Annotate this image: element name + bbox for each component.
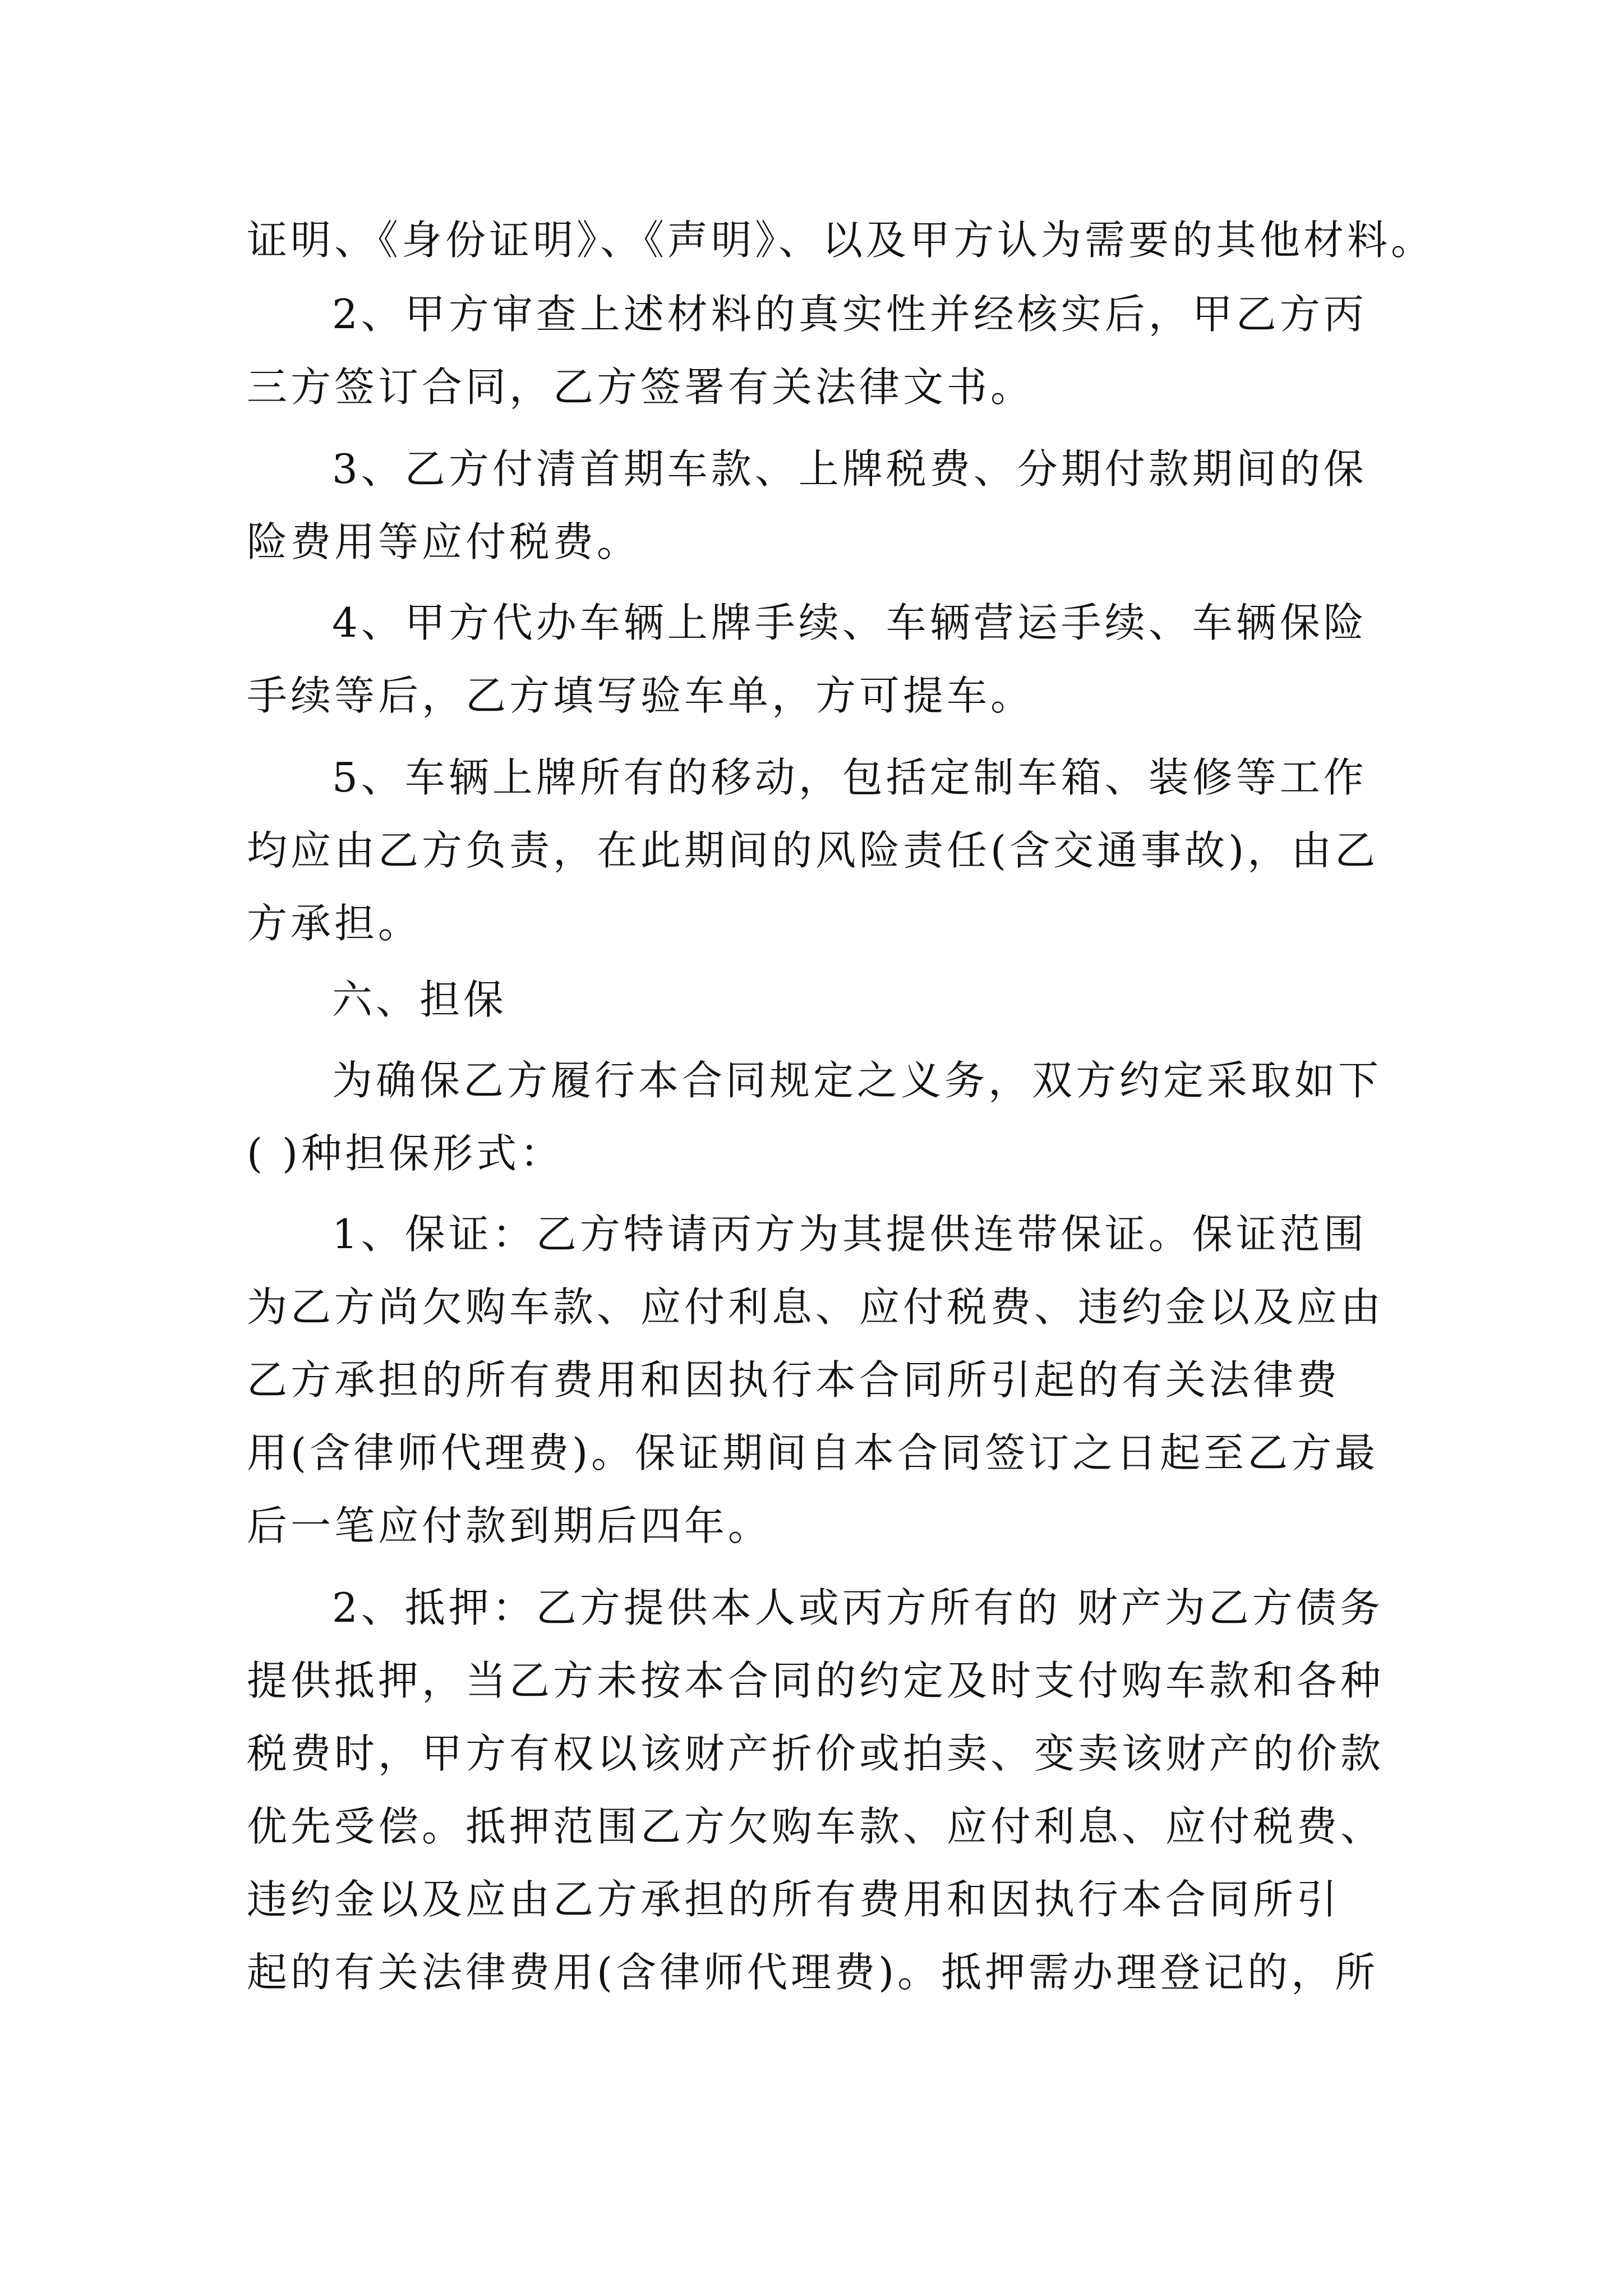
text-line: 违约金以及应由乙方承担的所有费用和因执行本合同所引 bbox=[247, 1876, 1341, 1923]
text-line: 3、乙方付清首期车款、上牌税费、分期付款期间的保 bbox=[332, 445, 1367, 493]
text-line: 险费用等应付税费。 bbox=[247, 518, 641, 565]
text-line: 手续等后，乙方填写验车单，方可提车。 bbox=[247, 672, 1035, 719]
text-line: 为确保乙方履行本合同规定之义务，双方约定采取如下 bbox=[332, 1057, 1382, 1104]
text-line: 方承担。 bbox=[247, 900, 422, 947]
text-line: 后一笔应付款到期后四年。 bbox=[247, 1502, 772, 1549]
text-line: 税费时，甲方有权以该财产折价或拍卖、变卖该财产的价款 bbox=[247, 1730, 1385, 1777]
text-line: 乙方承担的所有费用和因执行本合同所引起的有关法律费 bbox=[247, 1356, 1341, 1404]
text-line: 用(含律师代理费)。保证期间自本合同签订之日起至乙方最 bbox=[247, 1429, 1379, 1476]
text-line: 5、车辆上牌所有的移动，包括定制车箱、装修等工作 bbox=[332, 754, 1367, 801]
text-line: 2、甲方审查上述材料的真实性并经核实后，甲乙方丙 bbox=[332, 291, 1367, 338]
text-line: 三方签订合同，乙方签署有关法律文书。 bbox=[247, 364, 1035, 411]
text-line: 提供抵押，当乙方未按本合同的约定及时支付购车款和各种 bbox=[247, 1657, 1385, 1704]
text-line: 为乙方尚欠购车款、应付利息、应付税费、违约金以及应由 bbox=[247, 1283, 1385, 1331]
text-line: 证明、《身份证明》、《声明》、以及甲方认为需要的其他材料。 bbox=[247, 217, 1435, 264]
text-line: ( )种担保形式： bbox=[247, 1130, 564, 1177]
text-line: 2、抵押：乙方提供本人或丙方所有的 财产为乙方债务 bbox=[332, 1584, 1384, 1631]
text-line: 优先受偿。抵押范围乙方欠购车款、应付利息、应付税费、 bbox=[247, 1803, 1385, 1850]
text-line: 1、保证：乙方特请丙方为其提供连带保证。保证范围 bbox=[332, 1211, 1367, 1258]
text-line: 起的有关法律费用(含律师代理费)。抵押需办理登记的，所 bbox=[247, 1949, 1379, 1996]
text-line: 4、甲方代办车辆上牌手续、车辆营运手续、车辆保险 bbox=[332, 599, 1367, 646]
section-heading: 六、担保 bbox=[332, 976, 508, 1023]
text-line: 均应由乙方负责，在此期间的风险责任(含交通事故)，由乙 bbox=[247, 827, 1379, 874]
